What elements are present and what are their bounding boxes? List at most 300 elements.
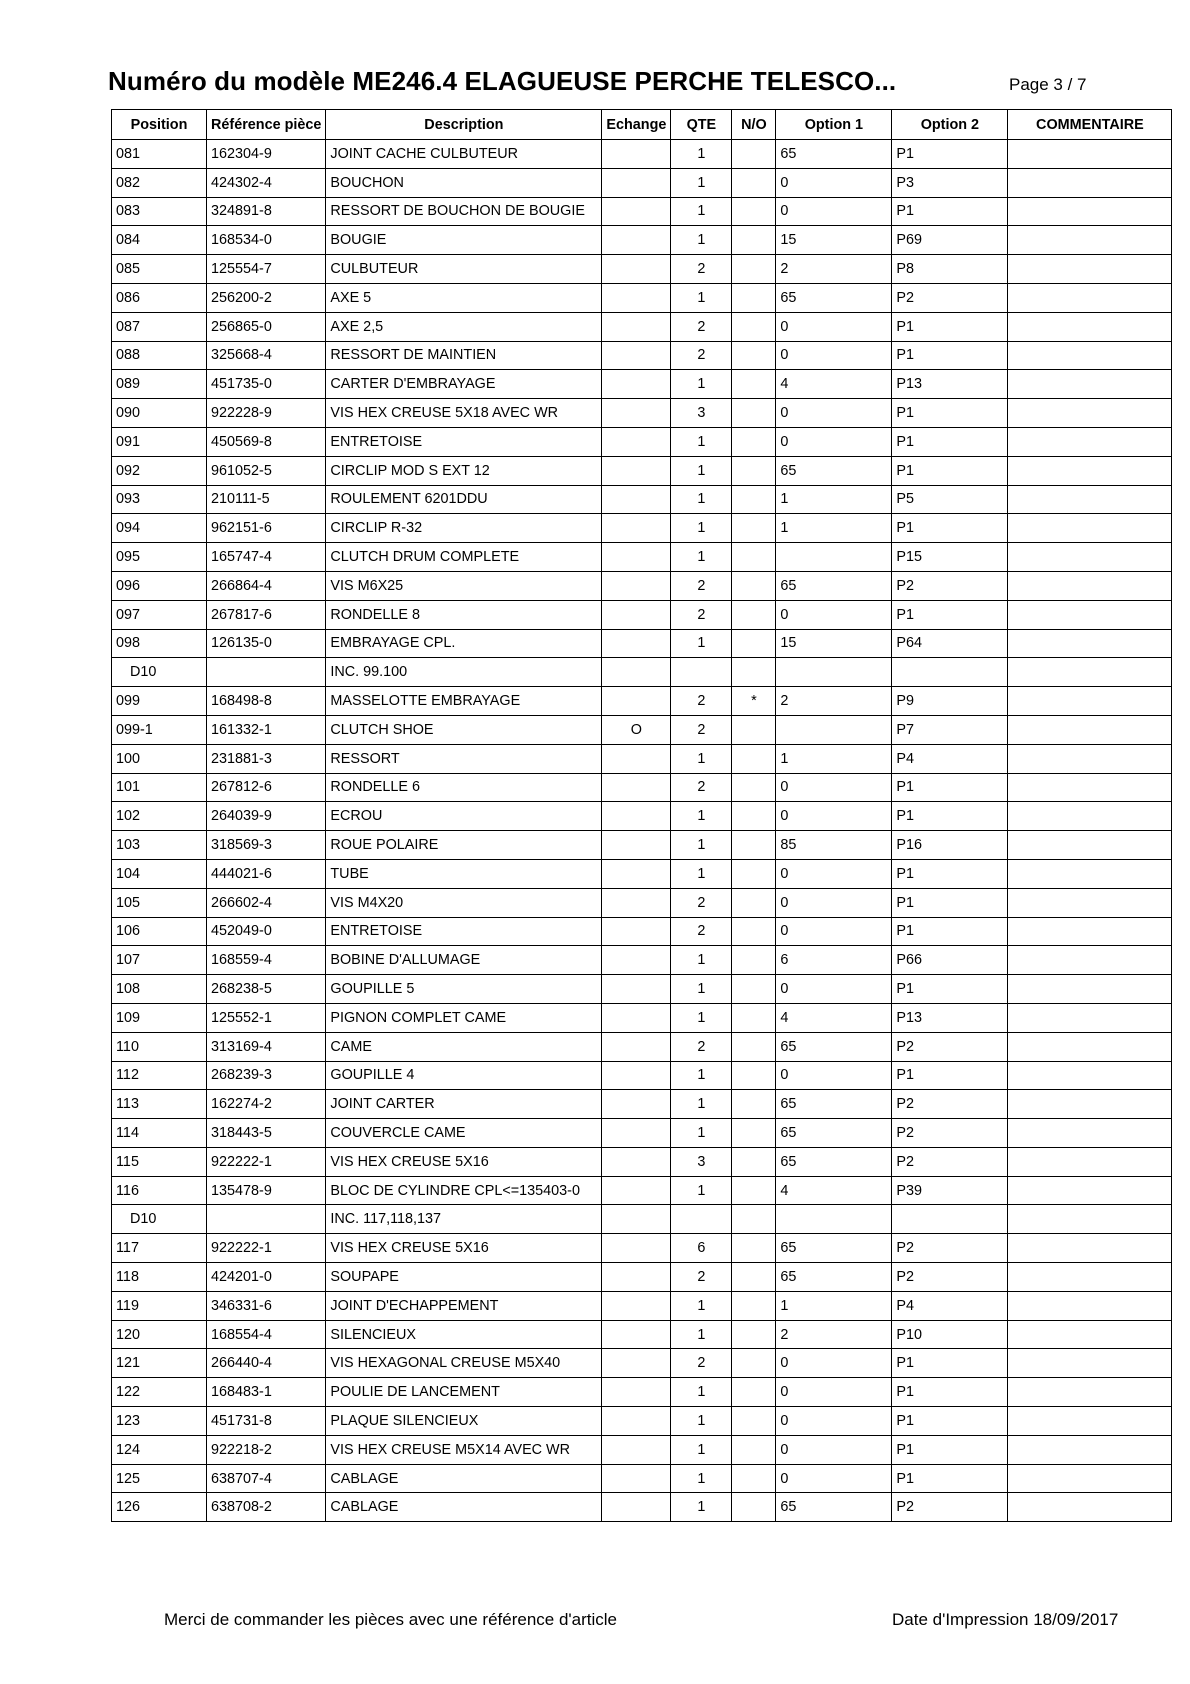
cell-position: 123 [112,1407,207,1436]
cell-no [732,427,776,456]
cell-echange [602,226,671,255]
cell-option2: P2 [892,1032,1008,1061]
cell-option2: P1 [892,456,1008,485]
cell-position: 110 [112,1032,207,1061]
cell-commentaire [1008,1176,1172,1205]
table-row [112,946,1172,975]
table-row [112,1234,1172,1263]
cell-commentaire [1008,831,1172,860]
cell-qte: 1 [671,514,732,543]
table-row [112,571,1172,600]
cell-option1: 0 [776,975,892,1004]
table-row [112,399,1172,428]
cell-no [732,312,776,341]
cell-qte: 1 [671,1435,732,1464]
cell-position: 103 [112,831,207,860]
cell-qte: 2 [671,571,732,600]
cell-echange [602,312,671,341]
print-date: Date d'Impression 18/09/2017 [892,1610,1119,1629]
cell-option1: 0 [776,427,892,456]
cell-commentaire [1008,1003,1172,1032]
cell-reference: 168483-1 [207,1378,326,1407]
footer-note: Merci de commander les pièces avec une référence d'article [164,1610,618,1629]
cell-no: * [732,687,776,716]
cell-echange [602,427,671,456]
cell-position: 093 [112,485,207,514]
cell-option1: 0 [776,168,892,197]
cell-reference: 210111-5 [207,485,326,514]
cell-option2: P2 [892,1119,1008,1148]
cell-echange [602,1205,671,1234]
cell-option1: 1 [776,485,892,514]
cell-description: CLUTCH SHOE [326,715,602,744]
cell-no [732,456,776,485]
cell-commentaire [1008,514,1172,543]
cell-position: 090 [112,399,207,428]
cell-commentaire [1008,226,1172,255]
column-header-no: N/O [732,110,776,140]
cell-echange [602,1320,671,1349]
cell-qte: 2 [671,888,732,917]
table-row [112,1147,1172,1176]
cell-echange [602,1349,671,1378]
cell-commentaire [1008,1147,1172,1176]
cell-option2: P1 [892,1435,1008,1464]
cell-qte: 1 [671,946,732,975]
cell-option2: P4 [892,1291,1008,1320]
cell-qte [671,1205,732,1234]
cell-reference: 162304-9 [207,140,326,169]
table-row [112,1119,1172,1148]
cell-qte: 1 [671,1176,732,1205]
cell-echange [602,543,671,572]
cell-no [732,1291,776,1320]
cell-reference: 922218-2 [207,1435,326,1464]
cell-option2: P39 [892,1176,1008,1205]
cell-option2: P1 [892,917,1008,946]
cell-qte: 1 [671,1407,732,1436]
table-row [112,514,1172,543]
cell-option1: 4 [776,1003,892,1032]
cell-no [732,283,776,312]
cell-qte: 1 [671,975,732,1004]
cell-reference: 922222-1 [207,1234,326,1263]
cell-no [732,1464,776,1493]
cell-option1: 65 [776,1032,892,1061]
cell-option1: 0 [776,888,892,917]
cell-option2: P1 [892,1061,1008,1090]
cell-description: VIS HEX CREUSE 5X16 [326,1234,602,1263]
cell-option1: 1 [776,514,892,543]
cell-description: CABLAGE [326,1493,602,1522]
cell-option1: 0 [776,1349,892,1378]
cell-reference: 125554-7 [207,255,326,284]
cell-option1: 4 [776,1176,892,1205]
cell-description: PLAQUE SILENCIEUX [326,1407,602,1436]
cell-reference: 135478-9 [207,1176,326,1205]
column-header-option1: Option 1 [776,110,892,140]
table-row [112,1378,1172,1407]
cell-commentaire [1008,485,1172,514]
cell-position: 083 [112,197,207,226]
cell-option1: 65 [776,1090,892,1119]
table-row [112,975,1172,1004]
cell-echange [602,888,671,917]
cell-position: 119 [112,1291,207,1320]
cell-position: 116 [112,1176,207,1205]
column-header-commentaire: COMMENTAIRE [1008,110,1172,140]
cell-position: 108 [112,975,207,1004]
cell-description: VIS HEX CREUSE 5X18 AVEC WR [326,399,602,428]
table-row [112,543,1172,572]
cell-position: 089 [112,370,207,399]
cell-description: AXE 2,5 [326,312,602,341]
cell-echange [602,658,671,687]
cell-no [732,543,776,572]
cell-position: 106 [112,917,207,946]
cell-option1: 0 [776,773,892,802]
cell-commentaire [1008,629,1172,658]
cell-description: MASSELOTTE EMBRAYAGE [326,687,602,716]
cell-reference: 450569-8 [207,427,326,456]
table-row [112,1464,1172,1493]
cell-echange [602,456,671,485]
cell-option1: 65 [776,571,892,600]
table-row [112,1061,1172,1090]
cell-description: RESSORT [326,744,602,773]
cell-commentaire [1008,1435,1172,1464]
cell-echange [602,283,671,312]
parts-table [111,109,1172,1522]
table-row [112,140,1172,169]
cell-echange [602,571,671,600]
cell-option1: 65 [776,456,892,485]
cell-qte: 1 [671,1119,732,1148]
table-row [112,1176,1172,1205]
cell-option2: P66 [892,946,1008,975]
table-row [112,168,1172,197]
cell-description: INC. 99.100 [326,658,602,687]
cell-echange [602,1291,671,1320]
table-row [112,226,1172,255]
cell-option1: 65 [776,1119,892,1148]
cell-qte: 1 [671,1090,732,1119]
cell-option1: 0 [776,802,892,831]
cell-qte: 2 [671,600,732,629]
cell-description: PIGNON COMPLET CAME [326,1003,602,1032]
cell-echange [602,140,671,169]
cell-description: BOUCHON [326,168,602,197]
cell-position: 105 [112,888,207,917]
cell-option2: P1 [892,197,1008,226]
table-row [112,917,1172,946]
cell-no [732,1205,776,1234]
cell-commentaire [1008,543,1172,572]
cell-qte: 1 [671,370,732,399]
cell-description: GOUPILLE 5 [326,975,602,1004]
cell-qte [671,658,732,687]
cell-position: 112 [112,1061,207,1090]
cell-no [732,1493,776,1522]
cell-reference: 256865-0 [207,312,326,341]
cell-option1: 65 [776,283,892,312]
cell-echange [602,1407,671,1436]
cell-description: ENTRETOISE [326,427,602,456]
cell-description: ROULEMENT 6201DDU [326,485,602,514]
cell-description: SILENCIEUX [326,1320,602,1349]
cell-no [732,802,776,831]
cell-no [732,859,776,888]
cell-option1: 0 [776,1464,892,1493]
cell-position: 107 [112,946,207,975]
cell-description: BLOC DE CYLINDRE CPL<=135403-0 [326,1176,602,1205]
cell-commentaire [1008,1263,1172,1292]
cell-option1: 0 [776,600,892,629]
cell-commentaire [1008,1205,1172,1234]
cell-echange [602,1234,671,1263]
cell-position: 125 [112,1464,207,1493]
cell-position: 099-1 [112,715,207,744]
cell-commentaire [1008,1032,1172,1061]
cell-qte: 1 [671,1464,732,1493]
cell-no [732,197,776,226]
table-row [112,341,1172,370]
cell-option1: 0 [776,341,892,370]
cell-option2: P1 [892,888,1008,917]
cell-position: 124 [112,1435,207,1464]
cell-reference: 962151-6 [207,514,326,543]
cell-option1: 2 [776,255,892,284]
cell-description: ECROU [326,802,602,831]
cell-option1: 85 [776,831,892,860]
cell-qte: 3 [671,1147,732,1176]
cell-commentaire [1008,687,1172,716]
cell-reference: 922222-1 [207,1147,326,1176]
cell-no [732,1378,776,1407]
cell-description: ENTRETOISE [326,917,602,946]
table-row [112,859,1172,888]
cell-reference: 318569-3 [207,831,326,860]
cell-no [732,629,776,658]
cell-qte: 2 [671,773,732,802]
cell-echange [602,1061,671,1090]
cell-commentaire [1008,802,1172,831]
cell-position: 117 [112,1234,207,1263]
cell-reference: 168559-4 [207,946,326,975]
cell-reference: 168534-0 [207,226,326,255]
cell-no [732,975,776,1004]
cell-reference: 125552-1 [207,1003,326,1032]
table-row [112,888,1172,917]
cell-description: RESSORT DE MAINTIEN [326,341,602,370]
cell-commentaire [1008,168,1172,197]
cell-qte: 2 [671,341,732,370]
cell-description: CABLAGE [326,1464,602,1493]
cell-qte: 1 [671,802,732,831]
table-row [112,456,1172,485]
cell-echange [602,1090,671,1119]
table-row [112,1090,1172,1119]
cell-option2: P64 [892,629,1008,658]
cell-reference: 638707-4 [207,1464,326,1493]
table-row [112,1003,1172,1032]
table-row [112,773,1172,802]
cell-position: 091 [112,427,207,456]
column-header-position: Position [112,110,207,140]
cell-commentaire [1008,1349,1172,1378]
cell-echange [602,197,671,226]
cell-position: 126 [112,1493,207,1522]
cell-option2: P8 [892,255,1008,284]
cell-no [732,1032,776,1061]
cell-description: EMBRAYAGE CPL. [326,629,602,658]
cell-option2: P1 [892,802,1008,831]
cell-option2: P1 [892,341,1008,370]
cell-option1: 0 [776,1407,892,1436]
cell-description: CARTER D'EMBRAYAGE [326,370,602,399]
cell-option1: 4 [776,370,892,399]
cell-commentaire [1008,370,1172,399]
table-row [112,1435,1172,1464]
cell-commentaire [1008,917,1172,946]
cell-reference: 267812-6 [207,773,326,802]
cell-echange [602,1464,671,1493]
cell-commentaire [1008,456,1172,485]
cell-no [732,1234,776,1263]
cell-commentaire [1008,1407,1172,1436]
cell-commentaire [1008,283,1172,312]
cell-no [732,1320,776,1349]
cell-qte: 1 [671,831,732,860]
cell-qte: 1 [671,1320,732,1349]
cell-echange [602,687,671,716]
cell-echange [602,399,671,428]
cell-no [732,1435,776,1464]
table-row [112,802,1172,831]
cell-reference: 452049-0 [207,917,326,946]
table-row [112,658,1172,687]
cell-position: 120 [112,1320,207,1349]
cell-no [732,715,776,744]
cell-qte: 1 [671,283,732,312]
cell-description: INC. 117,118,137 [326,1205,602,1234]
cell-echange [602,773,671,802]
cell-description: BOBINE D'ALLUMAGE [326,946,602,975]
cell-commentaire [1008,773,1172,802]
cell-option1: 0 [776,859,892,888]
cell-position: 097 [112,600,207,629]
cell-position: 095 [112,543,207,572]
cell-option1: 15 [776,226,892,255]
cell-description: RONDELLE 6 [326,773,602,802]
column-header-option2: Option 2 [892,110,1008,140]
table-row [112,1291,1172,1320]
table-row [112,283,1172,312]
cell-description: JOINT D'ECHAPPEMENT [326,1291,602,1320]
cell-reference: 922228-9 [207,399,326,428]
table-row [112,197,1172,226]
table-row [112,687,1172,716]
cell-option2: P2 [892,1263,1008,1292]
cell-no [732,255,776,284]
cell-option2: P1 [892,1349,1008,1378]
cell-qte: 1 [671,859,732,888]
cell-option2: P13 [892,370,1008,399]
table-row [112,1493,1172,1522]
cell-description: VIS M6X25 [326,571,602,600]
column-header-echange: Echange [602,110,671,140]
cell-position: 092 [112,456,207,485]
cell-option2: P2 [892,571,1008,600]
cell-reference: 424302-4 [207,168,326,197]
cell-no [732,1147,776,1176]
cell-qte: 1 [671,1003,732,1032]
cell-description: VIS HEX CREUSE M5X14 AVEC WR [326,1435,602,1464]
cell-option1: 2 [776,1320,892,1349]
cell-position: 082 [112,168,207,197]
cell-echange [602,485,671,514]
table-row [112,255,1172,284]
cell-reference: 318443-5 [207,1119,326,1148]
cell-no [732,1061,776,1090]
cell-commentaire [1008,715,1172,744]
cell-qte: 1 [671,226,732,255]
cell-qte: 1 [671,168,732,197]
cell-qte: 1 [671,456,732,485]
cell-reference: 267817-6 [207,600,326,629]
cell-description: AXE 5 [326,283,602,312]
table-row [112,485,1172,514]
table-body [112,140,1172,1522]
cell-qte: 3 [671,399,732,428]
cell-option1: 65 [776,1263,892,1292]
cell-position: 096 [112,571,207,600]
cell-description: BOUGIE [326,226,602,255]
cell-no [732,168,776,197]
cell-option2: P7 [892,715,1008,744]
cell-no [732,946,776,975]
cell-reference: 313169-4 [207,1032,326,1061]
cell-echange [602,802,671,831]
cell-option2: P1 [892,399,1008,428]
cell-qte: 2 [671,255,732,284]
cell-option1: 0 [776,197,892,226]
cell-echange [602,946,671,975]
cell-option1: 65 [776,140,892,169]
table-row [112,1205,1172,1234]
cell-qte: 2 [671,715,732,744]
cell-option1: 65 [776,1234,892,1263]
table-header-row [112,110,1172,140]
cell-echange [602,1435,671,1464]
table-row [112,1320,1172,1349]
cell-qte: 1 [671,543,732,572]
cell-description: COUVERCLE CAME [326,1119,602,1148]
cell-no [732,140,776,169]
cell-no [732,773,776,802]
cell-option2: P2 [892,283,1008,312]
cell-option1: 15 [776,629,892,658]
cell-no [732,226,776,255]
cell-option2: P1 [892,773,1008,802]
cell-no [732,514,776,543]
cell-position: 087 [112,312,207,341]
cell-commentaire [1008,1464,1172,1493]
cell-commentaire [1008,197,1172,226]
cell-description: RONDELLE 8 [326,600,602,629]
column-header-qte: QTE [671,110,732,140]
cell-reference: 126135-0 [207,629,326,658]
